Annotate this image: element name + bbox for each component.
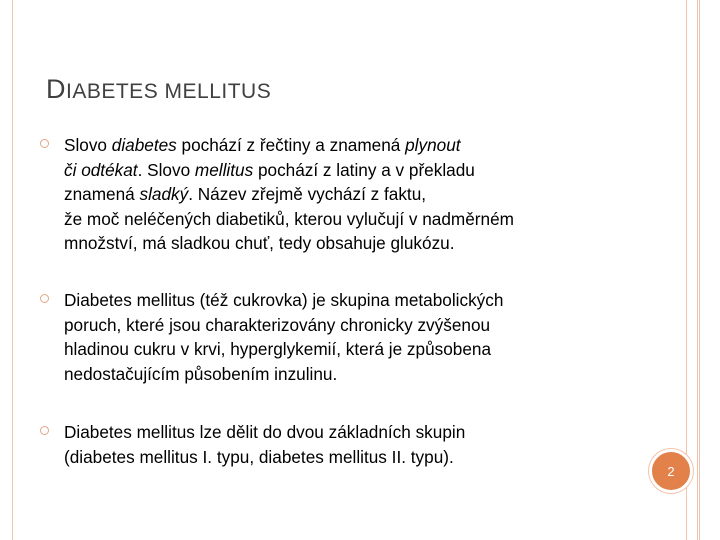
bullet-item [40, 288, 600, 386]
italic-term: plynout či odtékat [64, 135, 461, 180]
text-run: . Název zřejmě vychází z faktu, že moč neléčených diabetiků, kterou vylučují v nadměrném množství, má sladkou chuť, tedy obsahuje glukózu. [64, 184, 514, 253]
hollow-circle-bullet-icon [40, 426, 49, 435]
page-number-badge [649, 449, 693, 493]
text-run: . Slovo [137, 159, 195, 180]
hollow-circle-bullet-icon [40, 139, 49, 148]
bullet-text [64, 420, 600, 469]
italic-term: diabetes [111, 135, 177, 155]
bullet-text [64, 133, 600, 256]
page-number: 2 [667, 463, 675, 479]
hollow-circle-bullet-icon [40, 294, 49, 303]
slide-title-first-letter: D [46, 74, 66, 104]
italic-term: mellitus [194, 159, 254, 180]
text-run: pochází z latiny a v překladu znamená [64, 159, 475, 204]
bullet-item [40, 420, 600, 469]
text-run: Slovo [64, 135, 112, 155]
italic-term: sladký [139, 184, 189, 204]
text-run: Diabetes mellitus lze dělit do dvou základních skupin (diabetes mellitus I. typu, diabetes mellitus II. typu). [64, 422, 466, 467]
text-run: pochází z řečtiny a znamená [176, 135, 406, 155]
bullet-item [40, 133, 600, 256]
bullet-text [64, 288, 600, 386]
text-run: Diabetes mellitus (též cukrovka) je skupina metabolických poruch, které jsou charakterizovány chronicky zvýšenou hladinou cukru v krvi, hyperglykemií, která je způsobena nedostačujícím působením inzulinu. [64, 290, 504, 384]
slide-title-rest: IABETES MELLITUS [66, 80, 272, 103]
